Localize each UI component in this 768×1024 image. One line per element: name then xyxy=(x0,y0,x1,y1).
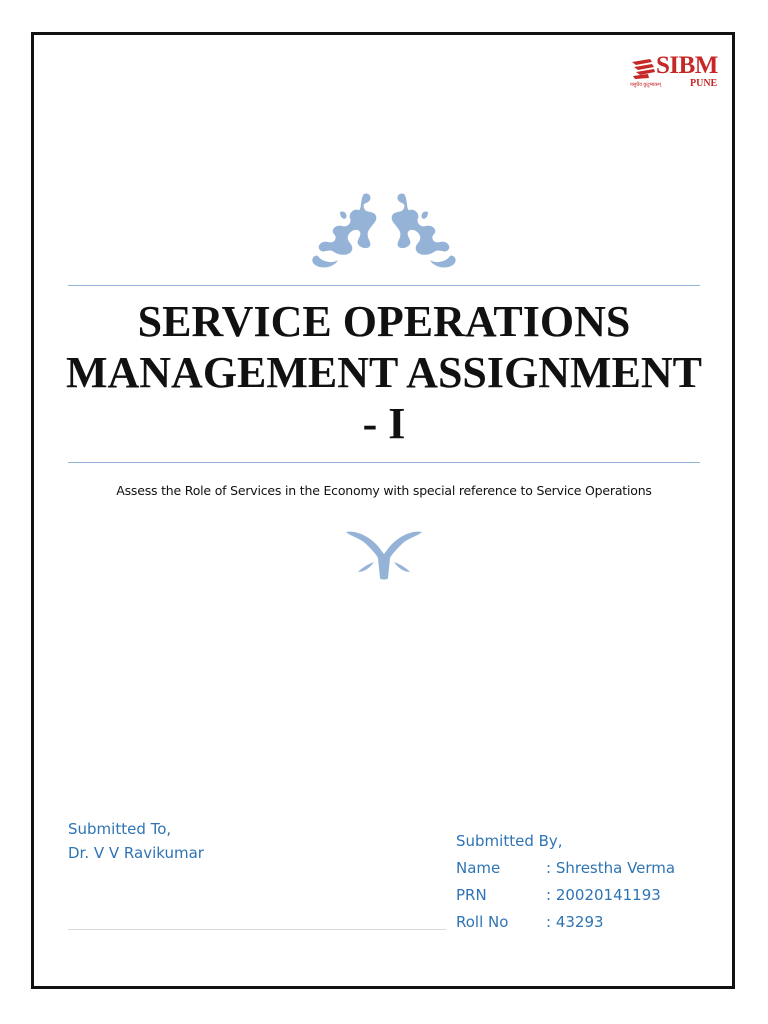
logo-tagline: वसुधैव कुटुम्बकम् xyxy=(630,83,661,88)
title-rule-bottom xyxy=(68,462,700,463)
title-line-3: - I xyxy=(362,399,406,448)
fleuron-icon xyxy=(344,528,424,582)
submitted-to-name: Dr. V V Ravikumar xyxy=(68,844,204,862)
signature-line xyxy=(68,929,446,930)
submitted-by-row-prn xyxy=(456,882,675,909)
title-line-2: MANAGEMENT ASSIGNMENT xyxy=(65,348,703,397)
prn-value: : 20020141193 xyxy=(546,886,661,904)
submitted-by-row-name xyxy=(456,855,675,882)
submitted-by-row-roll xyxy=(456,909,675,936)
name-value: : Shrestha Verma xyxy=(546,859,676,877)
submitted-by-block xyxy=(456,828,675,936)
name-label: Name xyxy=(456,859,501,877)
submitted-by-heading: Submitted By, xyxy=(456,832,563,850)
logo-name: SIBM xyxy=(656,52,718,79)
title-line-1: SERVICE OPERATIONS xyxy=(137,297,631,346)
prn-label: PRN xyxy=(456,886,487,904)
sibm-logo xyxy=(630,52,726,94)
roll-no-label: Roll No xyxy=(456,913,509,931)
title-rule-top xyxy=(68,285,700,286)
page-title xyxy=(60,296,708,449)
roll-no-value: : 43293 xyxy=(546,913,604,931)
floral-flourish-icon xyxy=(310,190,458,272)
assignment-subtitle: Assess the Role of Services in the Economy with special reference to Service Operations xyxy=(116,483,652,498)
submitted-to-heading: Submitted To, xyxy=(68,820,172,838)
sibm-logo-mark-icon xyxy=(630,58,656,80)
logo-city: PUNE xyxy=(690,78,718,89)
submitted-to-block xyxy=(68,817,204,865)
